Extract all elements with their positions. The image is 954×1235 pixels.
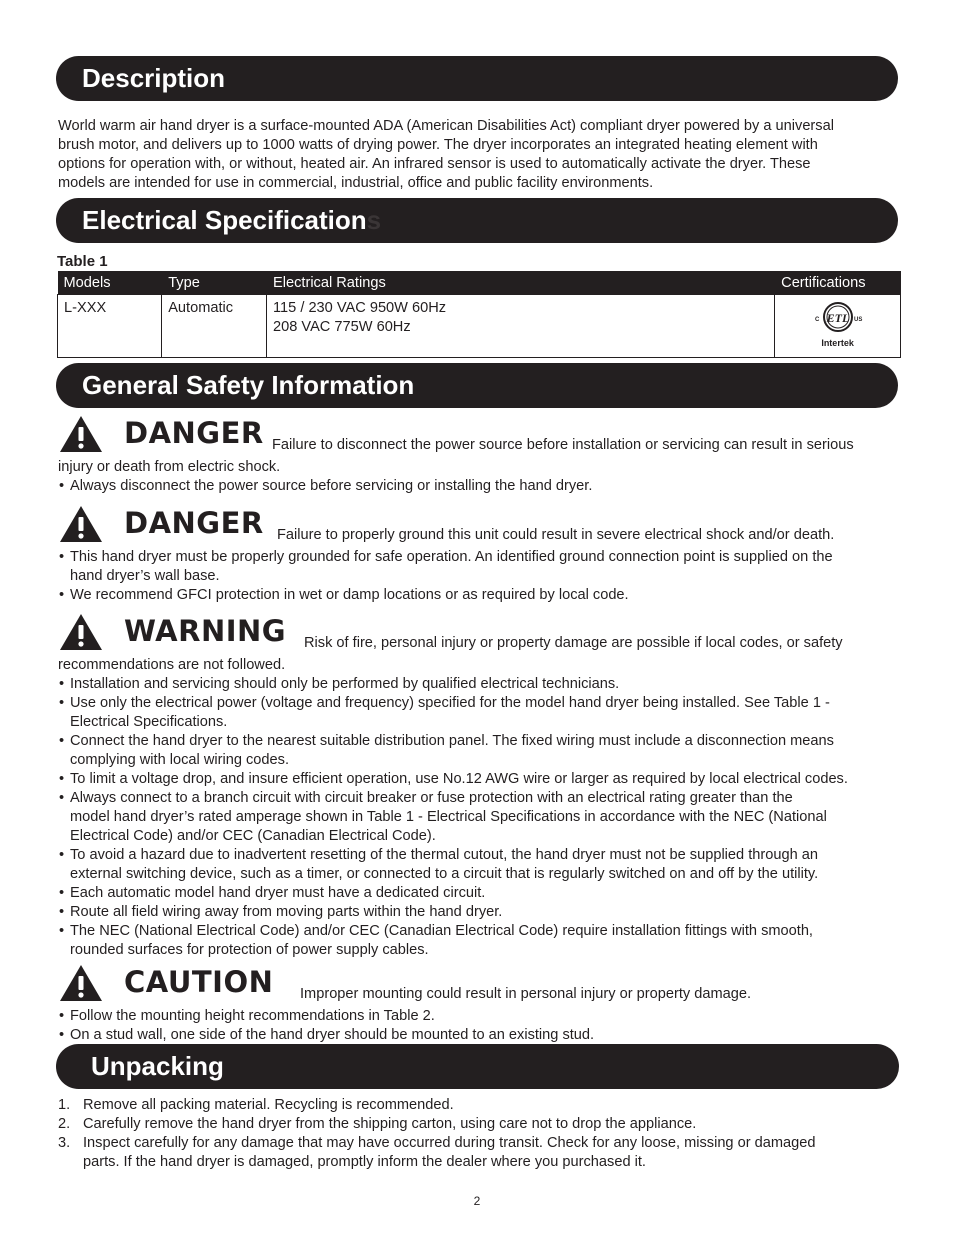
intertek-label: Intertek	[821, 338, 854, 348]
alert-signal-word: WARNING	[124, 614, 287, 648]
text-line: World warm air hand dryer is a surface-mounted ADA (American Disabilities Act) compliant dryer powered by a universal	[58, 118, 834, 134]
alert-warning	[58, 614, 908, 960]
list-item	[58, 922, 908, 960]
bullet-text: complying with local wiring codes.	[70, 752, 289, 768]
text-line: brush motor, and delivers up to 1000 watts of drying power. The dryer incorporates an integrated heating element with	[58, 137, 818, 153]
text-line: options for operation with, or without, heated air. An infrared sensor is used to automatically activate the dryer. These	[58, 156, 811, 172]
list-number: 2.	[58, 1116, 71, 1132]
list-item	[58, 694, 908, 732]
cell-model: L-XXX	[58, 295, 162, 358]
etl-us-text: US	[853, 317, 862, 323]
bullet-text: rounded surfaces for protection of power supply cables.	[70, 942, 429, 958]
bullet-text: hand dryer’s wall base.	[70, 568, 220, 584]
list-item	[58, 1026, 908, 1045]
list-item	[58, 789, 908, 846]
list-item	[58, 1115, 888, 1134]
list-number: 3.	[58, 1135, 71, 1151]
section-title-ghost: s	[366, 205, 382, 235]
etl-mark-text: ETL	[826, 311, 849, 325]
alert-message: Failure to properly ground this unit could result in severe electrical shock and/or death.	[277, 527, 835, 543]
warning-triangle-icon	[58, 963, 104, 1003]
rating-line: 208 VAC 775W 60Hz	[273, 319, 411, 335]
alert-danger-disconnect	[58, 416, 908, 496]
list-text: parts. If the hand dryer is damaged, promptly inform the dealer where you purchased it.	[83, 1154, 646, 1170]
alert-message-cont: injury or death from electric shock.	[58, 459, 281, 475]
bullet-text: Electrical Code) and/or CEC (Canadian Electrical Code).	[70, 828, 436, 844]
alert-message: Failure to disconnect the power source before installation or servicing can result in serious	[272, 437, 854, 453]
cell-type: Automatic	[162, 295, 267, 358]
list-item	[58, 548, 908, 586]
list-item	[58, 1134, 888, 1172]
bullet-text: Follow the mounting height recommendations in Table 2.	[70, 1008, 435, 1024]
list-item	[58, 903, 908, 922]
section-header-electrical	[56, 198, 898, 243]
list-item	[58, 770, 908, 789]
bullet-text: • Connect the hand dryer to the nearest suitable distribution panel. The fixed wiring must include a disconnection means	[70, 733, 834, 749]
alert-message-cont: recommendations are not followed.	[58, 657, 286, 673]
description-text	[58, 117, 903, 193]
warning-triangle-icon	[58, 612, 104, 652]
text-line: models are intended for use in commercial, industrial, office and public facility environments.	[58, 175, 654, 191]
electrical-spec-table	[57, 271, 901, 358]
list-item	[58, 846, 908, 884]
alert-caution	[58, 965, 908, 1045]
etl-intertek-logo	[781, 299, 894, 353]
bullet-text: • To avoid a hazard due to inadvertent resetting of the thermal cutout, the hand dryer must not be supplied through an	[70, 847, 819, 863]
section-title-text: Electrical Specification	[82, 205, 367, 235]
bullet-text: Always disconnect the power source before servicing or installing the hand dryer.	[70, 478, 593, 494]
list-item	[58, 586, 908, 605]
bullet-text: external switching device, such as a timer, or connected to a circuit that is regularly switched on and off by the utility.	[70, 866, 819, 882]
section-title: General Safety Information	[82, 370, 415, 400]
warning-triangle-icon	[58, 414, 104, 454]
section-title	[82, 205, 381, 236]
bullet-text: Installation and servicing should only be performed by qualified electrical technicians.	[70, 676, 620, 692]
alert-signal-word: DANGER	[124, 416, 264, 450]
list-item	[58, 1007, 908, 1026]
table-header-row	[58, 271, 901, 295]
bullet-text: Each automatic model hand dryer must have a dedicated circuit.	[70, 885, 486, 901]
table-title: Table 1	[57, 253, 108, 270]
warning-triangle-icon	[58, 504, 104, 544]
list-item	[58, 1096, 888, 1115]
alert-danger-ground	[58, 506, 908, 605]
unpacking-list	[58, 1096, 888, 1172]
list-item	[58, 477, 908, 496]
alert-message: Improper mounting could result in personal injury or property damage.	[300, 986, 752, 1002]
section-header-safety	[56, 363, 898, 408]
cell-ratings	[267, 295, 775, 358]
alert-signal-word: DANGER	[124, 506, 264, 540]
bullet-text: We recommend GFCI protection in wet or damp locations or as required by local code.	[70, 587, 629, 603]
bullet-text: • Always connect to a branch circuit with circuit breaker or fuse protection with an electrical rating greater than the	[70, 790, 793, 806]
list-text: Remove all packing material. Recycling is recommended.	[83, 1097, 454, 1113]
rating-line: 115 / 230 VAC 950W 60Hz	[273, 300, 447, 316]
section-title: Description	[82, 63, 226, 93]
bullet-text: Electrical Specifications.	[70, 714, 228, 730]
table-row	[58, 295, 901, 358]
list-text: Carefully remove the hand dryer from the shipping carton, using care not to drop the appliance.	[83, 1116, 697, 1132]
page-number: 2	[473, 1194, 481, 1208]
column-header: Type	[162, 271, 267, 295]
section-header-description	[56, 56, 898, 101]
etl-c-text: C	[814, 317, 819, 323]
bullet-text: Route all field wiring away from moving parts within the hand dryer.	[70, 904, 503, 920]
cell-certifications	[775, 295, 901, 358]
bullet-text: • The NEC (National Electrical Code) and/or CEC (Canadian Electrical Code) require installation fittings with smooth,	[70, 923, 813, 939]
list-item	[58, 884, 908, 903]
bullet-text: To limit a voltage drop, and insure efficient operation, use No.12 AWG wire or larger as required by local electrical codes.	[70, 771, 848, 787]
bullet-text: • Use only the electrical power (voltage and frequency) specified for the model hand dryer being installed. See Table 1 -	[70, 695, 830, 711]
list-item	[58, 675, 908, 694]
bullet-text: model hand dryer’s rated amperage shown in Table 1 - Electrical Specifications in accordance with the NEC (National	[70, 809, 827, 825]
alert-message: Risk of fire, personal injury or property damage are possible if local codes, or safety	[304, 635, 843, 651]
alert-signal-word: CAUTION	[124, 965, 274, 999]
list-item	[58, 732, 908, 770]
list-text: Inspect carefully for any damage that may have occurred during transit. Check for any loose, missing or damaged	[83, 1135, 816, 1151]
column-header: Models	[58, 271, 162, 295]
section-header-unpacking	[56, 1044, 899, 1089]
bullet-text: On a stud wall, one side of the hand dryer should be mounted to an existing stud.	[70, 1027, 595, 1043]
column-header: Certifications	[775, 271, 901, 295]
section-title: Unpacking	[91, 1051, 224, 1081]
list-number: 1.	[58, 1097, 71, 1113]
bullet-text: • This hand dryer must be properly grounded for safe operation. An identified ground connection point is supplied on the	[70, 549, 833, 565]
column-header: Electrical Ratings	[267, 271, 775, 295]
